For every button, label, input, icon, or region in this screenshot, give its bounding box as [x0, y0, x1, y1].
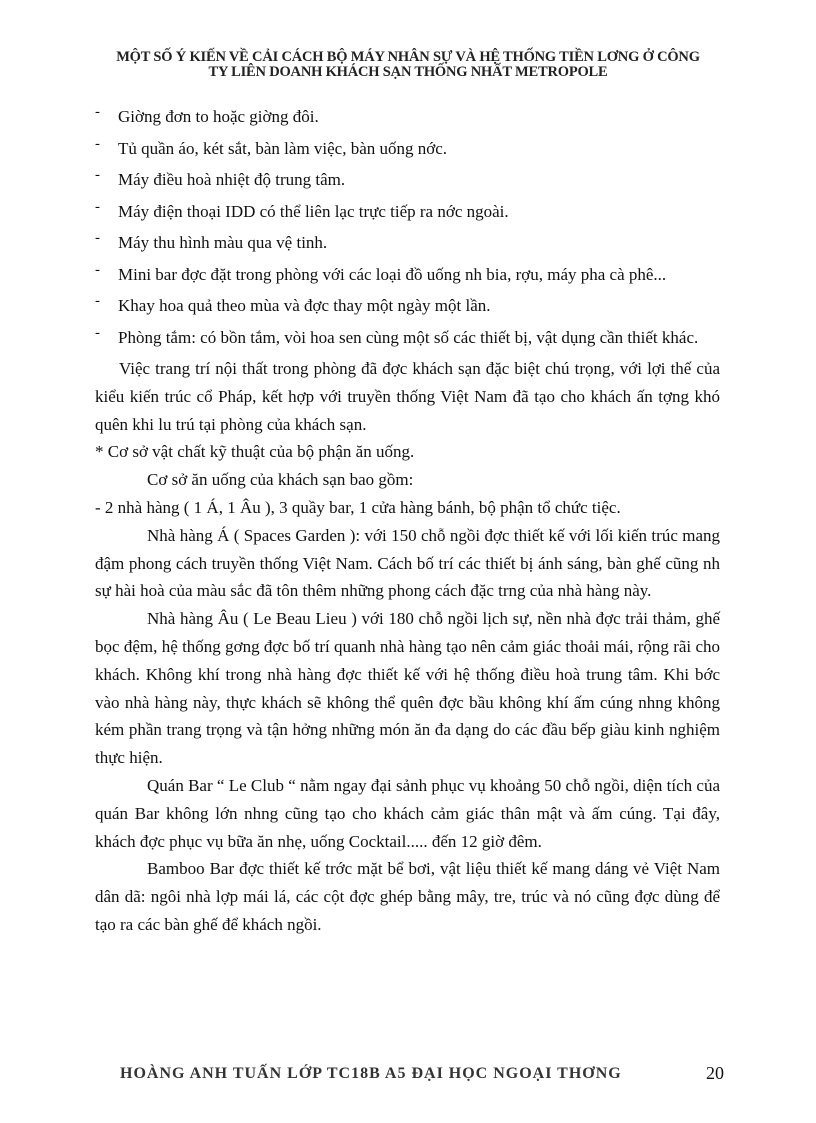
header-title-line-1: MỘT SỐ Ý KIẾN VỀ CẢI CÁCH BỘ MÁY NHÂN SỰ VÀ HỆ THỐNG TIỀN LƠNG Ở CÔNG: [116, 49, 700, 65]
list-item-text: Máy thu hình màu qua vệ tinh.: [118, 233, 328, 252]
bullet-marker: -: [95, 324, 100, 341]
paragraph-dining-intro: Cơ sở ăn uống của khách sạn bao gồm:: [147, 470, 414, 490]
list-item-text: Khay hoa quả theo mùa và đợc thay một ngày một lần.: [118, 296, 491, 315]
bullet-marker: -: [95, 293, 100, 309]
list-item: [95, 135, 720, 162]
list-item-text: Mini bar đợc đặt trong phòng với các loại đồ uống nh bia, rợu, máy pha cà phê...: [118, 264, 667, 284]
document-body: [95, 103, 720, 939]
paragraph-le-beau-lieu: Nhà hàng Âu ( Le Beau Lieu ) với 180 chỗ ngồi lịch sự, nền nhà đợc trải thảm, ghế bọc đệm, hệ thống gơng đợc bố trí quanh nhà hàng tạo nên cảm giác thoải mái, rộng rãi cho khách. Không khí trong nhà hàng đợc thiết kế với hệ thống điều hoà trung tâm. Khi bớc vào nhà hàng này, thực khách sẽ không thể quên đợc bầu không khí ấm cúng nhng không kém phần trang trọng và tận hởng những món ăn đa dạng do các đầu bếp giàu kinh nghiệm thực hiện.: [95, 609, 720, 768]
list-item: [95, 261, 720, 288]
list-item-text: Tủ quần áo, két sắt, bàn làm việc, bàn uống nớc.: [118, 138, 448, 158]
list-item: [95, 229, 720, 256]
paragraph-le-club: Quán Bar “ Le Club “ nằm ngay đại sảnh phục vụ khoảng 50 chỗ ngồi, diện tích của quán Bar không lớn nhng cũng tạo cho khách cảm giác thân mật và ấm cúng. Tại đây, khách đợc phục vụ bữa ăn nhẹ, uống Cocktail..... đến 12 giờ đêm.: [95, 775, 720, 851]
page-header: [60, 49, 756, 80]
list-item-text: Máy điều hoà nhiệt độ trung tâm.: [118, 170, 346, 189]
list-item-text: Phòng tắm: có bồn tắm, vòi hoa sen cùng một số các thiết bị, vật dụng cần thiết khác.: [118, 327, 699, 347]
bullet-marker: -: [95, 198, 100, 215]
list-item-text: Giờng đơn to hoặc giờng đôi.: [118, 107, 319, 126]
paragraph-interior-decoration: Việc trang trí nội thất trong phòng đã đợc khách sạn đặc biệt chú trọng, với lợi thế của kiểu kiến trúc cổ Pháp, kết hợp với truyền thống Việt Nam đã tạo cho khách ấn tợng khó quên khi lu trú tại phòng của khách sạn.: [95, 359, 720, 434]
bullet-marker: -: [95, 104, 100, 120]
list-item: [95, 324, 720, 351]
paragraph-bamboo-bar: Bamboo Bar đợc thiết kế trớc mặt bể bơi, vật liệu thiết kế mang dáng vẻ Việt Nam dân dã: ngôi nhà lợp mái lá, các cột đợc ghép bằng mây, tre, trúc và nó cũng đợc dùng để tạo ra các bàn ghế để khách ngồi.: [95, 859, 720, 934]
bullet-marker: -: [95, 230, 100, 246]
list-item-text: Máy điện thoại IDD có thể liên lạc trực tiếp ra nớc ngoài.: [118, 201, 509, 221]
page-footer: [120, 1063, 724, 1083]
amenities-list: [95, 103, 720, 351]
list-item: [95, 292, 720, 319]
list-item: [95, 198, 720, 225]
paragraph-spaces-garden: Nhà hàng Á ( Spaces Garden ): với 150 chỗ ngồi đợc thiết kế với lối kiến trúc mang đậm phong cách truyền thống Việt Nam. Cách bố trí các thiết bị ánh sáng, bàn ghế cũng nh sự hài hoà của màu sắc đã tôn thêm những phong cách đặc trng của nhà hàng này.: [95, 525, 720, 601]
section-heading-dining-facilities: * Cơ sở vật chất kỹ thuật của bộ phận ăn uống.: [95, 442, 415, 462]
bullet-marker: -: [95, 167, 100, 183]
bullet-marker: -: [95, 135, 100, 152]
list-item: [95, 103, 720, 130]
list-item: [95, 166, 720, 193]
footer-author-line: HOÀNG ANH TUẤN LỚP TC18B A5 ĐẠI HỌC NGOẠI THƠNG: [120, 1065, 622, 1082]
header-title-line-2: TY LIÊN DOANH KHÁCH SẠN THỐNG NHẤT METROPOLE: [208, 64, 608, 80]
paragraph-dining-summary: - 2 nhà hàng ( 1 Á, 1 Âu ), 3 quầy bar, 1 cửa hàng bánh, bộ phận tổ chức tiệc.: [95, 497, 621, 517]
page-number: 20: [706, 1063, 724, 1083]
bullet-marker: -: [95, 261, 100, 278]
